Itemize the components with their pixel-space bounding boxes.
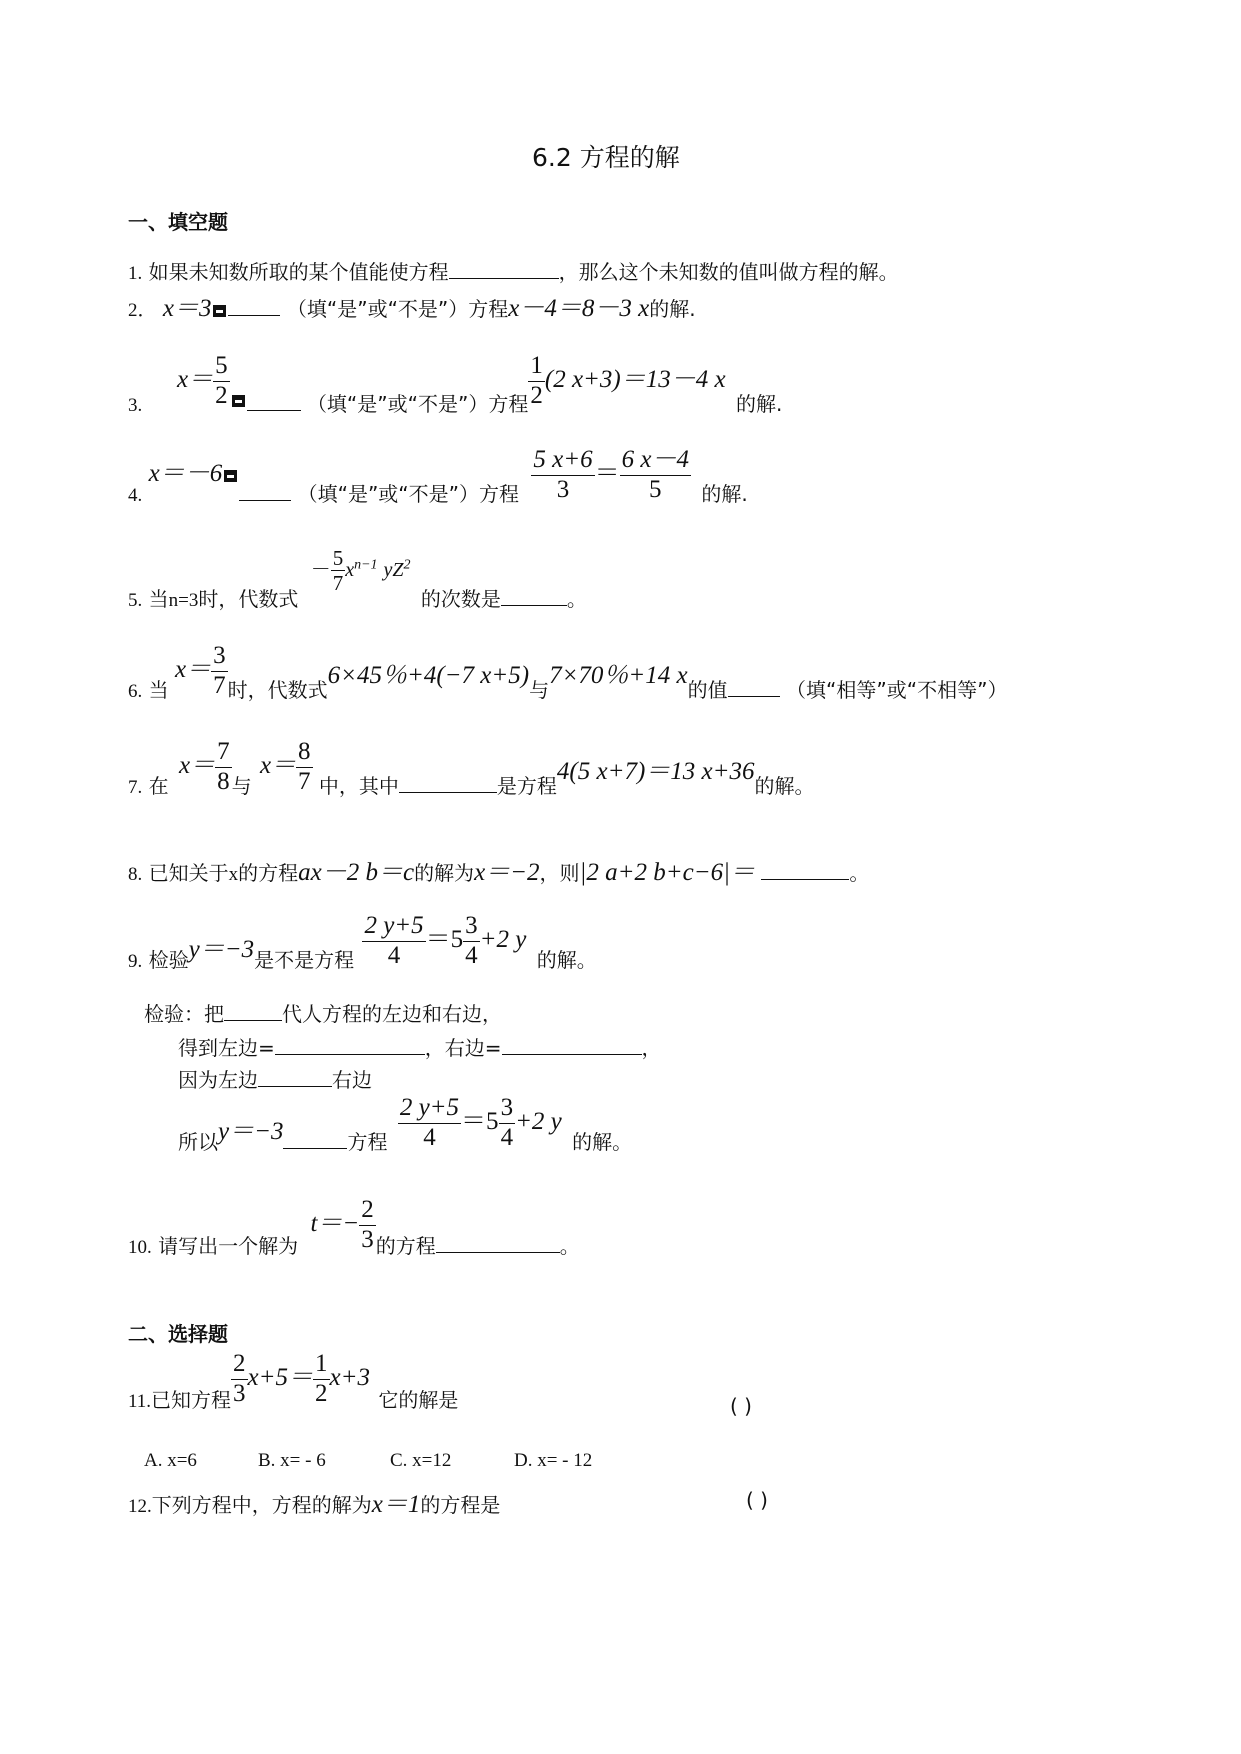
math-fraction: $\frac{1}{2}$: [315, 1350, 328, 1407]
question-text: 的解。: [536, 947, 597, 972]
check-text: 代人方程的左边和右边，: [282, 1002, 502, 1026]
math-expression: y＝−3: [188, 935, 255, 963]
answer-blank[interactable]: [728, 676, 780, 697]
math-expression: t＝−: [310, 1209, 360, 1237]
question-text: 时，代数式: [227, 677, 328, 702]
question-text: 它的解是: [378, 1387, 459, 1412]
math-fraction: $\frac{2 y+5}{4}$: [364, 912, 424, 969]
check-text: 得到左边=: [178, 1036, 275, 1060]
question-8: [128, 852, 869, 888]
math-fraction: $\frac{5 x+6}{3}$: [533, 446, 593, 503]
section-heading-multiple-choice: 二、选择题: [128, 1322, 228, 1346]
question-10: [128, 1196, 580, 1259]
question-6: [128, 642, 1007, 703]
question-number: 8.: [128, 864, 143, 885]
option-b[interactable]: B. x= - 6: [258, 1450, 326, 1471]
question-text: 当: [148, 587, 169, 612]
question-text: 的方程: [238, 861, 299, 885]
math-fraction: $\frac{8}{7}$: [298, 738, 311, 795]
math-expression: x＝1: [371, 1491, 421, 1518]
question-text: （填“是”或“不是”）方程: [306, 391, 529, 416]
question-text: 时，代数式: [198, 587, 299, 612]
check-text: 方程: [347, 1129, 388, 1154]
math-expression: y＝−3: [218, 1117, 284, 1145]
lock-icon: [224, 470, 237, 482]
math-expression: ＝5: [461, 1107, 499, 1135]
math-expression: |2 a+2 b+c−6|＝: [579, 859, 755, 886]
question-3: [128, 352, 782, 417]
question-text: 。: [566, 587, 587, 612]
math-expression: x＝−2: [474, 859, 540, 886]
math-variable: x: [228, 864, 239, 885]
check-text: 右边: [332, 1068, 372, 1092]
question-number: 4.: [128, 484, 143, 506]
check-text: 因为左边: [178, 1068, 258, 1092]
page-title: 6.2 方程的解: [532, 143, 680, 172]
math-expression: x+5＝: [247, 1363, 314, 1391]
answer-blank[interactable]: [258, 1066, 332, 1087]
math-sign: －: [310, 559, 331, 582]
question-text: 与: [529, 677, 550, 702]
math-fraction: $\frac{7}{8}$: [217, 738, 230, 795]
math-variable: x: [345, 559, 355, 582]
math-expression: x＝: [178, 751, 216, 779]
question-text: 是不是方程: [254, 947, 355, 972]
math-equation: x－4＝8－3 x: [508, 295, 650, 322]
question-number: 5.: [128, 590, 143, 612]
question-text: 当: [148, 677, 169, 702]
answer-blank[interactable]: [501, 585, 567, 606]
section-heading-fill-in: 一、填空题: [128, 210, 228, 234]
math-fraction: $\frac{2}{3}$: [361, 1196, 374, 1253]
question-11: [128, 1350, 458, 1413]
question-text: 的解。: [754, 773, 815, 798]
question-text: 的解.: [649, 297, 696, 321]
question-text: ，那么这个未知数的值叫做方程的解。: [558, 260, 899, 284]
option-a[interactable]: A. x=6: [144, 1450, 197, 1471]
question-4: [128, 446, 748, 507]
math-expression: 7×70％+14 x: [549, 661, 688, 689]
math-equals: ＝: [594, 459, 620, 487]
check-text: 检验：把: [144, 1002, 224, 1026]
math-expression: ＝5: [425, 925, 464, 953]
question-text: 检验: [148, 947, 189, 972]
question-text: 。: [849, 861, 870, 885]
math-expression: x＝: [174, 655, 212, 683]
question-7: [128, 738, 815, 799]
lock-icon: [213, 305, 226, 317]
question-text: ，则: [539, 861, 580, 885]
check-line-4: [178, 1094, 632, 1155]
math-fraction: $\frac{5}{7}$: [332, 546, 344, 596]
math-expression: x+3: [329, 1363, 370, 1391]
math-fraction: $\frac{2}{3}$: [233, 1350, 246, 1407]
check-text: 的解。: [572, 1129, 633, 1154]
question-text: （填“相等”或“不相等”）: [786, 677, 1008, 702]
math-fraction: $\frac{3}{4}$: [500, 1094, 514, 1151]
math-fraction: $\frac{3}{4}$: [465, 912, 478, 969]
math-expression: x＝: [176, 365, 214, 393]
question-number: 3.: [128, 394, 143, 416]
check-line-3: [178, 1064, 372, 1093]
answer-blank[interactable]: [275, 1034, 425, 1055]
answer-blank[interactable]: [239, 480, 291, 501]
math-exponent: n−1: [354, 557, 378, 573]
option-c[interactable]: C. x=12: [390, 1450, 452, 1471]
question-text: 已知关于: [148, 861, 229, 885]
question-number: 7.: [128, 776, 143, 798]
math-expression: n=3: [168, 590, 199, 612]
math-variable: yZ: [383, 559, 404, 582]
question-text: （填“是”或“不是”）方程: [286, 297, 509, 321]
answer-blank[interactable]: [224, 1000, 282, 1021]
question-text: 是方程: [496, 773, 557, 798]
answer-blank[interactable]: [399, 772, 497, 793]
question-text: 的值: [687, 677, 728, 702]
math-expression: x＝－6: [148, 459, 223, 487]
math-equation: ax－2 b＝c: [298, 859, 415, 886]
question-9: [128, 912, 597, 973]
math-fraction: $\frac{6 x-4}{5}$: [621, 446, 689, 503]
check-text: ，: [641, 1036, 662, 1060]
answer-blank[interactable]: [228, 295, 280, 316]
question-text: 。: [559, 1233, 580, 1258]
question-number: 12.: [128, 1496, 152, 1517]
question-text: 与: [231, 773, 252, 798]
question-number: 2．: [128, 300, 157, 321]
check-text: 所以: [178, 1129, 218, 1154]
math-exponent: 2: [403, 557, 411, 573]
question-2: [128, 288, 696, 324]
option-d[interactable]: D. x= - 12: [514, 1450, 593, 1471]
check-line-2: [178, 1032, 662, 1061]
question-text: 已知方程: [151, 1387, 232, 1412]
check-text: ，右边=: [424, 1036, 502, 1060]
answer-blank[interactable]: [283, 1128, 347, 1149]
question-12-answer-paren[interactable]: ( ): [746, 1488, 768, 1512]
question-number: 11.: [128, 1390, 152, 1412]
question-11-answer-paren[interactable]: ( ): [730, 1394, 752, 1418]
question-text: 如果未知数所取的某个值能使方程: [148, 260, 449, 284]
question-number: 9.: [128, 950, 143, 972]
lock-icon: [232, 395, 245, 407]
answer-blank[interactable]: [436, 1232, 560, 1253]
question-text: （填“是”或“不是”）方程: [297, 481, 520, 506]
math-fraction: $\frac{1}{2}$: [530, 352, 543, 409]
question-text: 请写出一个解为: [158, 1233, 299, 1258]
question-text: 中，其中: [318, 773, 399, 798]
question-12: [128, 1484, 500, 1520]
answer-blank[interactable]: [247, 390, 301, 411]
question-text: 在: [148, 773, 169, 798]
answer-blank[interactable]: [761, 859, 849, 880]
question-text: 的解.: [735, 391, 783, 416]
math-fraction: $\frac{2 y+5}{4}$: [399, 1094, 460, 1151]
math-expression: x＝3: [162, 295, 212, 322]
math-expression: x＝: [259, 751, 297, 779]
question-text: 的次数是: [420, 587, 501, 612]
question-text: 下列方程中，方程的解为: [151, 1493, 372, 1517]
answer-blank[interactable]: [449, 258, 559, 279]
math-expression: 6×45％+4(−7 x+5): [327, 661, 530, 689]
math-fraction: $\frac{5}{2}$: [215, 352, 228, 409]
question-1: [128, 256, 899, 285]
question-text: 的解.: [701, 481, 748, 506]
math-equation: (2 x+3)＝13－4 x: [544, 365, 726, 393]
answer-blank[interactable]: [502, 1034, 642, 1055]
question-text: 的方程: [375, 1233, 436, 1258]
question-number: 1.: [128, 263, 143, 284]
question-text: 的解为: [414, 861, 475, 885]
math-expression: +2 y: [515, 1107, 562, 1135]
question-number: 6.: [128, 680, 143, 702]
math-expression: +2 y: [479, 925, 527, 953]
question-number: 10.: [128, 1236, 152, 1258]
question-5: [128, 546, 587, 612]
question-text: 的方程是: [420, 1493, 501, 1517]
math-fraction: $\frac{3}{7}$: [213, 642, 226, 699]
check-line-1: [144, 998, 502, 1027]
math-equation: 4(5 x+7)＝13 x+36: [556, 757, 755, 785]
